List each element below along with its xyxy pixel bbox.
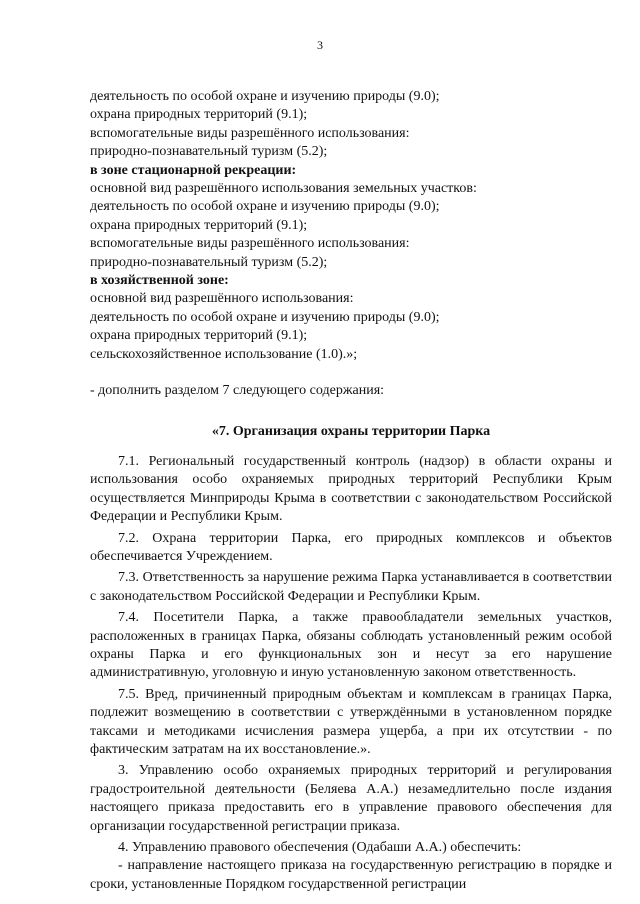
list-line: деятельность по особой охране и изучению природы (9.0); xyxy=(90,199,440,215)
section-paragraphs xyxy=(90,453,612,894)
list-line: охрана природных территорий (9.1); xyxy=(90,217,308,233)
zone-heading: в зоне стационарной рекреации: xyxy=(90,162,297,178)
list-line: вспомогательные виды разрешённого использования: xyxy=(90,125,410,141)
supplement-line: - дополнить разделом 7 следующего содержания: xyxy=(90,383,385,399)
paragraph: 3. Управлению особо охраняемых природных территорий и регулирования градостроительной деятельности (Беляева А.А.) незамедлительно после издания настоящего приказа предоставить его в управление правового обеспечения для организации государственной регистрации приказа. xyxy=(90,763,612,834)
page-number: 3 xyxy=(317,38,323,52)
list-line: основной вид разрешённого использования: xyxy=(90,291,354,307)
paragraph: 7.1. Региональный государственный контроль (надзор) в области охраны и использования особо охраняемых природных территорий Республики Крым осуществляется Минприроды Крыма в соответствии с законодательством Российской Федерации и Республики Крым. xyxy=(90,453,612,525)
document-body xyxy=(90,88,612,894)
spacer xyxy=(90,364,612,382)
list-line: природно-познавательный туризм (5.2); xyxy=(90,254,328,270)
list-line: сельскохозяйственное использование (1.0).»; xyxy=(90,346,358,362)
land-use-list xyxy=(90,88,612,364)
paragraph: 7.3. Ответственность за нарушение режима Парка устанавливается в соответствии с законодательством Российской Федерации и Республики Крым. xyxy=(90,570,612,604)
section-heading: «7. Организация охраны территории Парка xyxy=(211,423,491,439)
paragraph: - направление настоящего приказа на государственную регистрацию в порядке и сроки, установленные Порядком государственной регистрации xyxy=(90,858,612,892)
list-line: охрана природных территорий (9.1); xyxy=(90,107,308,123)
list-line: вспомогательные виды разрешённого использования: xyxy=(90,236,410,252)
paragraph: 4. Управлению правового обеспечения (Одабаши А.А.) обеспечить: xyxy=(118,840,522,856)
list-line: охрана природных территорий (9.1); xyxy=(90,328,308,344)
list-line: природно-познавательный туризм (5.2); xyxy=(90,144,328,160)
zone-heading: в хозяйственной зоне: xyxy=(90,273,229,289)
paragraph: 7.2. Охрана территории Парка, его природных комплексов и объектов обеспечивается Учреждением. xyxy=(90,530,612,564)
list-line: деятельность по особой охране и изучению природы (9.0); xyxy=(90,309,440,325)
list-line: основной вид разрешённого использования земельных участков: xyxy=(90,181,477,197)
spacer xyxy=(90,401,612,419)
list-line: деятельность по особой охране и изучению природы (9.0); xyxy=(90,89,440,104)
paragraph: 7.5. Вред, причиненный природным объектам и комплексам в границах Парка, подлежит возмещению в соответствии с утверждёнными в установленном порядке таксами и методиками исчисления размера ущерба, а при их отсутствии - по фактическим затратам на их восстановление.». xyxy=(90,686,612,757)
paragraph: 7.4. Посетители Парка, а также правообладатели земельных участков, расположенных в границах Парка, обязаны соблюдать установленный режим особой охраны Парка и его функциональных зон и несут за его нарушение административную, уголовную и иную установленную законом ответственность. xyxy=(90,610,612,681)
